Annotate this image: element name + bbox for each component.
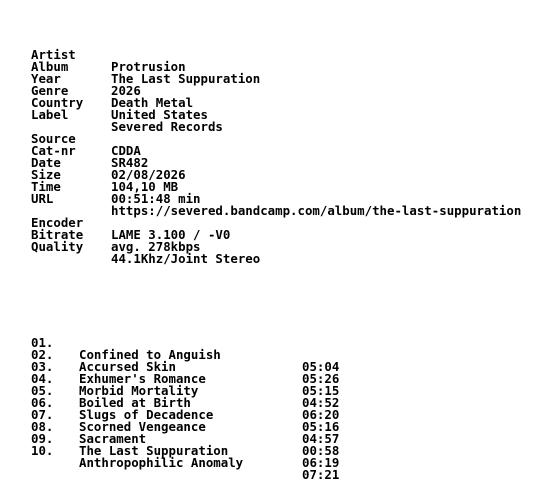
track-number: 10.: [31, 443, 54, 458]
info-value: SR482: [111, 155, 149, 170]
track-number: 02.: [31, 347, 54, 362]
info-key: Cat-nr: [31, 143, 76, 158]
info-value: 00:51:48 min: [111, 191, 201, 206]
track-number: 09.: [31, 431, 54, 446]
track-duration: 05:04: [302, 359, 340, 374]
track-duration: 06:19: [302, 455, 340, 470]
track-duration: 06:20: [302, 407, 340, 422]
info-value: Protrusion: [111, 59, 186, 74]
url-text: https://severed.bandcamp.com/album/the-last-suppuration: [111, 203, 522, 218]
info-value: Severed Records: [111, 119, 223, 134]
info-value: 2026: [111, 83, 141, 98]
track-duration: 04:57: [302, 431, 340, 446]
track-number: 04.: [31, 371, 54, 386]
info-value: LAME 3.100 / -V0: [111, 227, 231, 242]
info-key: Size: [31, 167, 61, 182]
track-title: Confined to Anguish: [79, 347, 221, 362]
track-title: Exhumer's Romance: [79, 371, 206, 386]
track-duration: 00:58: [302, 443, 340, 458]
track-number: 05.: [31, 383, 54, 398]
track-title: Slugs of Decadence: [79, 407, 214, 422]
info-value: Death Metal: [111, 95, 194, 110]
info-key: Country: [31, 95, 84, 110]
track-duration: 04:52: [302, 395, 340, 410]
track-title: Accursed Skin: [79, 359, 176, 374]
track-title: Sacrament: [79, 431, 147, 446]
track-title: Scorned Vengeance: [79, 419, 206, 434]
track-duration: 05:15: [302, 383, 340, 398]
info-key: Label: [31, 107, 69, 122]
track-title: Anthropophilic Anomaly: [79, 455, 244, 470]
info-key: Source: [31, 131, 76, 146]
info-key: Album: [31, 59, 69, 74]
info-key: Encoder: [31, 215, 84, 230]
track-title: The Last Suppuration: [79, 443, 229, 458]
info-value: United States: [111, 107, 208, 122]
info-key: Date: [31, 155, 61, 170]
track-title: Morbid Mortality: [79, 383, 199, 398]
track-number: 07.: [31, 407, 54, 422]
track-number: 06.: [31, 395, 54, 410]
track-number: 03.: [31, 359, 54, 374]
info-key: Genre: [31, 83, 69, 98]
track-number: 01.: [31, 335, 54, 350]
info-value: 104,10 MB: [111, 179, 179, 194]
track-duration: 07:21: [302, 467, 340, 482]
info-key: URL: [31, 191, 54, 206]
track-number: 08.: [31, 419, 54, 434]
info-value: 44.1Khz/Joint Stereo: [111, 251, 261, 266]
info-key: Bitrate: [31, 227, 84, 242]
info-value: CDDA: [111, 143, 141, 158]
info-key: Quality: [31, 239, 84, 254]
info-value: The Last Suppuration: [111, 71, 261, 86]
info-key: Artist: [31, 47, 76, 62]
info-value: avg. 278kbps: [111, 239, 201, 254]
info-key: Year: [31, 71, 61, 86]
track-duration: 05:26: [302, 371, 340, 386]
track-duration: 05:16: [302, 419, 340, 434]
info-key: Time: [31, 179, 61, 194]
info-value: 02/08/2026: [111, 167, 186, 182]
track-title: Boiled at Birth: [79, 395, 191, 410]
